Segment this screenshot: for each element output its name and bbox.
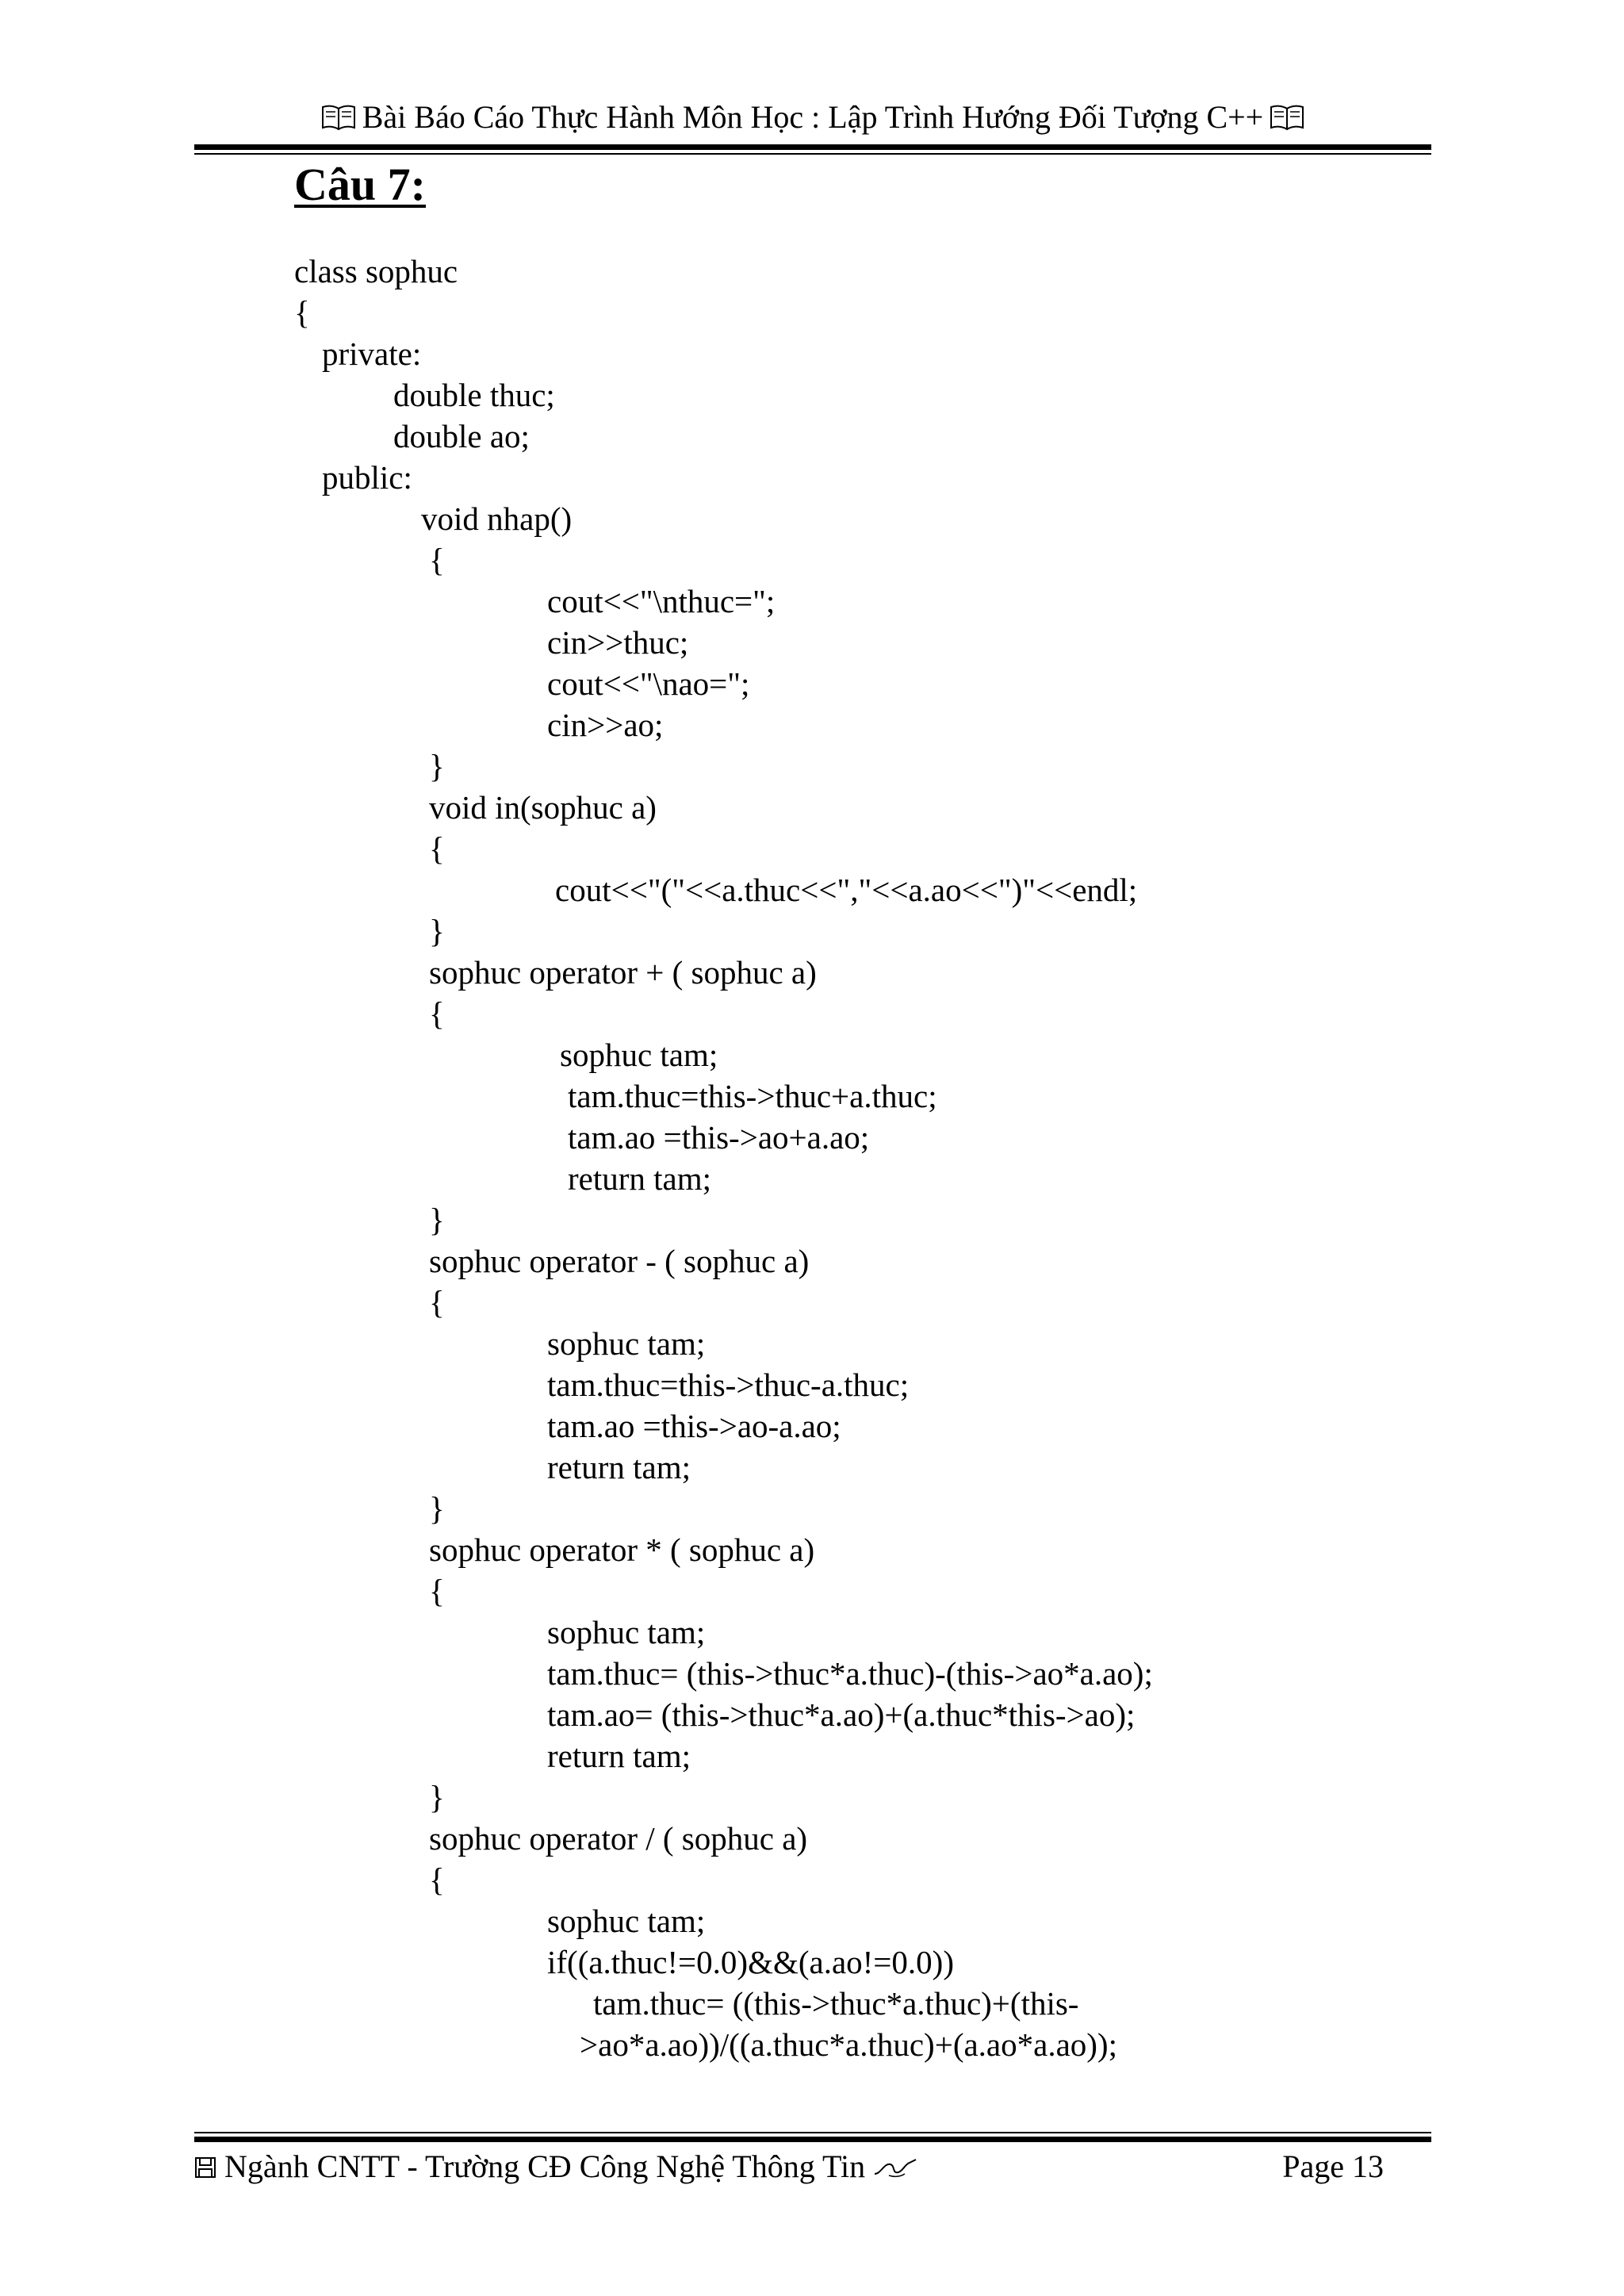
section-title: Câu 7: bbox=[294, 159, 426, 210]
code-line: } bbox=[429, 1202, 445, 1238]
code-line: cin>>ao; bbox=[547, 707, 664, 743]
code-line: if((a.thuc!=0.0)&&(a.ao!=0.0)) bbox=[547, 1944, 954, 1980]
code-line: } bbox=[429, 748, 445, 784]
code-line: tam.thuc= (this->thuc*a.thuc)-(this->ao*a.ao); bbox=[547, 1655, 1153, 1692]
footer-rule-thick bbox=[194, 2137, 1431, 2142]
code-line: tam.ao= (this->thuc*a.ao)+(a.thuc*this->ao); bbox=[547, 1696, 1136, 1733]
floppy-disk-icon bbox=[194, 2146, 216, 2168]
code-line: sophuc operator * ( sophuc a) bbox=[429, 1531, 815, 1568]
code-line: cout<<"\nthuc="; bbox=[547, 583, 776, 619]
code-line: double ao; bbox=[393, 418, 530, 454]
code-line: tam.thuc=this->thuc+a.thuc; bbox=[568, 1078, 937, 1114]
code-line: tam.thuc= ((this->thuc*a.thuc)+(this- bbox=[593, 1985, 1079, 2022]
code-line: tam.thuc=this->thuc-a.thuc; bbox=[547, 1366, 910, 1403]
code-line: { bbox=[294, 294, 310, 331]
open-book-icon bbox=[1270, 97, 1304, 124]
code-line: } bbox=[429, 913, 445, 949]
code-line: cout<<"\nao="; bbox=[547, 665, 750, 702]
code-line: cin>>thuc; bbox=[547, 624, 689, 661]
code-line: sophuc tam; bbox=[547, 1325, 706, 1362]
page-header bbox=[194, 94, 1431, 141]
code-line: void nhap() bbox=[421, 500, 573, 537]
code-line: return tam; bbox=[547, 1738, 691, 1774]
code-line: { bbox=[429, 1861, 445, 1898]
code-line: void in(sophuc a) bbox=[429, 789, 657, 826]
footer-rule-thin bbox=[194, 2132, 1431, 2133]
code-line: sophuc operator + ( sophuc a) bbox=[429, 954, 817, 991]
code-line: { bbox=[429, 1284, 445, 1320]
code-line: { bbox=[429, 995, 445, 1032]
header-title: Bài Báo Cáo Thực Hành Môn Học : Lập Trình Hướng Đối Tượng C++ bbox=[362, 99, 1264, 135]
code-line: private: bbox=[322, 335, 422, 372]
code-line: sophuc tam; bbox=[560, 1037, 718, 1073]
code-line: } bbox=[429, 1490, 445, 1527]
header-rule-thick bbox=[194, 144, 1431, 150]
code-line: sophuc operator / ( sophuc a) bbox=[429, 1820, 808, 1857]
code-line: >ao*a.ao))/((a.thuc*a.thuc)+(a.ao*a.ao)); bbox=[580, 2026, 1117, 2063]
code-line: cout<<"("<<a.thuc<<","<<a.ao<<")"<<endl; bbox=[555, 872, 1138, 908]
footer-text: Ngành CNTT - Trường CĐ Công Nghệ Thông Tin bbox=[224, 2148, 866, 2184]
header-rule-thin bbox=[194, 153, 1431, 155]
code-line: { bbox=[429, 542, 445, 578]
code-line: return tam; bbox=[568, 1160, 712, 1197]
code-line: return tam; bbox=[547, 1449, 691, 1485]
code-line: tam.ao =this->ao+a.ao; bbox=[568, 1119, 870, 1156]
code-line: tam.ao =this->ao-a.ao; bbox=[547, 1408, 841, 1444]
code-line: } bbox=[429, 1779, 445, 1815]
code-line: class sophuc bbox=[294, 253, 458, 289]
footer-left bbox=[194, 2145, 917, 2189]
code-line: { bbox=[429, 830, 445, 867]
code-line: public: bbox=[322, 459, 412, 496]
writing-hand-icon bbox=[873, 2146, 917, 2168]
page-number: Page 13 bbox=[1282, 2148, 1384, 2184]
code-line: double thuc; bbox=[393, 377, 555, 413]
code-line: sophuc tam; bbox=[547, 1614, 706, 1650]
code-line: { bbox=[429, 1573, 445, 1609]
open-book-icon bbox=[321, 97, 356, 124]
code-line: sophuc operator - ( sophuc a) bbox=[429, 1243, 810, 1279]
code-line: sophuc tam; bbox=[547, 1903, 706, 1939]
